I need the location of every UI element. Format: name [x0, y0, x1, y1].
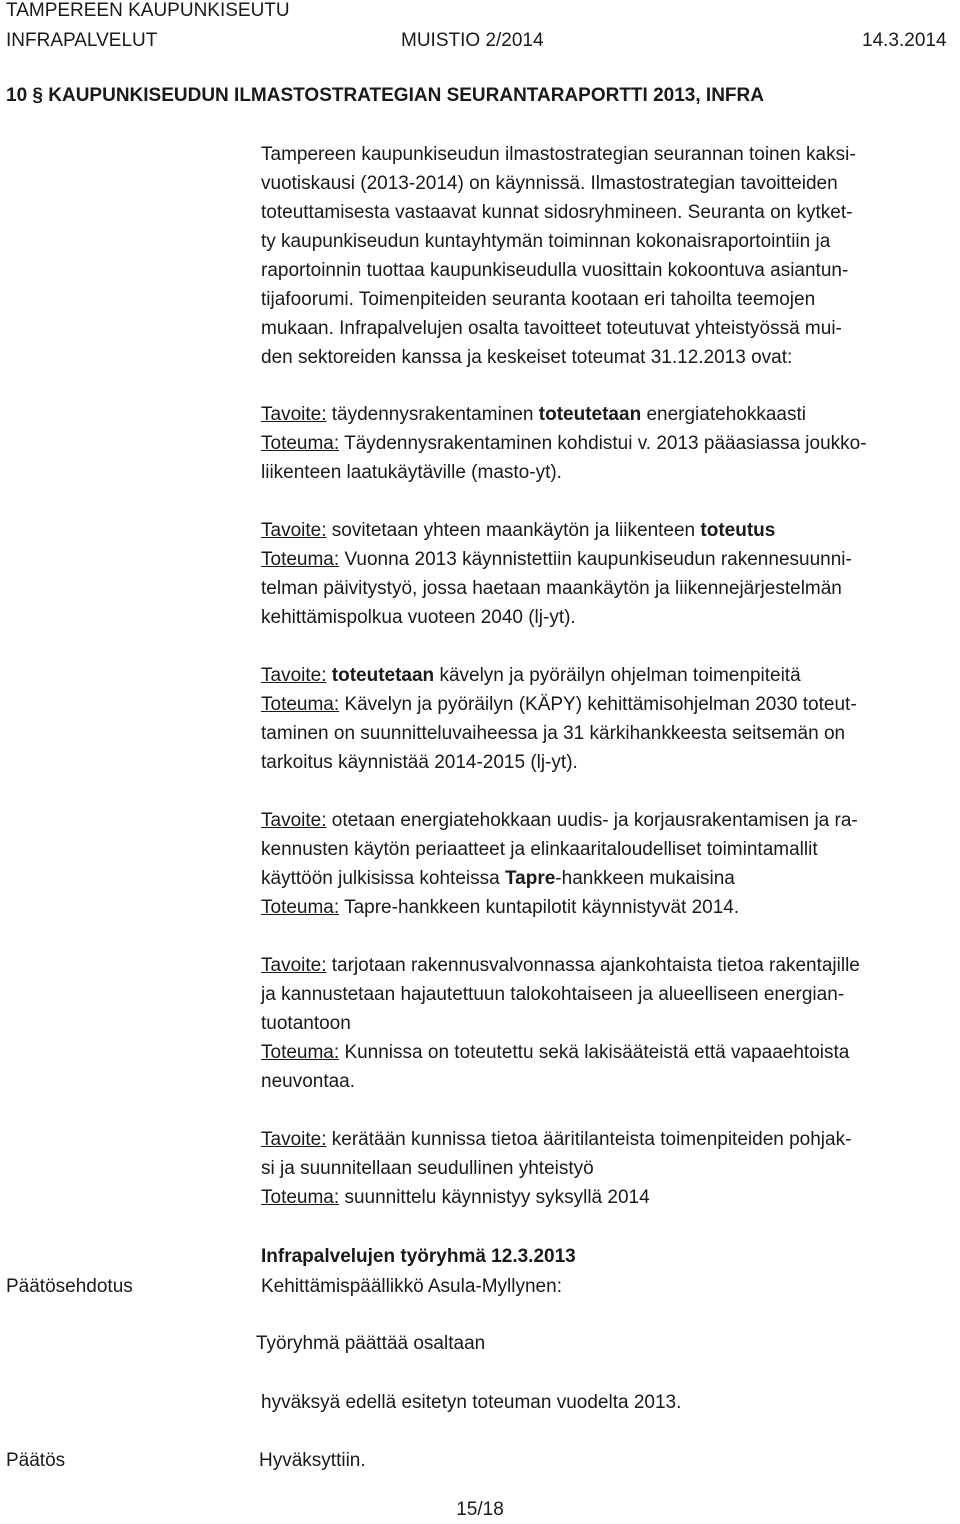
goal-text: kävelyn ja pyöräilyn ohjelman toimenpiteitä [434, 665, 801, 686]
goal-line [261, 661, 960, 690]
goal-line [261, 516, 960, 545]
result-text: Täydennysrakentaminen kohdistui v. 2013 pääasiassa joukko- [344, 433, 867, 454]
intro-paragraph [261, 140, 960, 372]
result-line [261, 458, 960, 487]
goal-text: sovitetaan yhteen maankäytön ja liikenteen [331, 520, 701, 541]
goal-text: si ja suunnitellaan seudullinen yhteistyö [261, 1158, 594, 1179]
result-label: Toteuma: [261, 1042, 340, 1063]
intro-line: tijafoorumi. Toimenpiteiden seuranta kootaan eri tahoilta teemojen [261, 289, 816, 310]
result-text: Kunnissa on toteutettu sekä lakisääteistä että vapaaehtoista [344, 1042, 850, 1063]
decision-value: Hyväksyttiin. [259, 1450, 366, 1471]
goal-text: toteutetaan [331, 665, 435, 686]
result-line [261, 545, 960, 574]
result-line [261, 1183, 960, 1212]
goal-result-item [261, 400, 960, 487]
goal-line [261, 864, 960, 893]
section-title: 10 § KAUPUNKISEUDUN ILMASTOSTRATEGIAN SEURANTARAPORTTI 2013, INFRA [6, 85, 764, 106]
result-line [261, 893, 960, 922]
goal-text: energiatehokkaasti [641, 404, 806, 425]
decision-line-2: hyväksyä edellä esitetyn toteuman vuodelta 2013. [261, 1392, 682, 1413]
intro-line: raportoinnin tuottaa kaupunkiseudulla vuosittain kokoontuva asiantun- [261, 260, 849, 281]
goal-label: Tavoite: [261, 665, 327, 686]
header-memo: MUISTIO 2/2014 [401, 30, 544, 51]
goal-line [261, 951, 960, 980]
proposal-label: Päätösehdotus [6, 1276, 133, 1297]
header-date: 14.3.2014 [862, 30, 947, 51]
goal-result-item [261, 516, 960, 632]
result-line [261, 603, 960, 632]
goal-text: -hankkeen mukaisina [555, 868, 735, 889]
goal-label: Tavoite: [261, 404, 327, 425]
goal-text: täydennysrakentaminen [331, 404, 539, 425]
goal-label: Tavoite: [261, 1129, 327, 1150]
goal-text: toteutus [700, 520, 776, 541]
result-line [261, 690, 960, 719]
goal-text: tarjotaan rakennusvalvonnassa ajankohtaista tietoa rakentajille [331, 955, 860, 976]
result-label: Toteuma: [261, 1187, 340, 1208]
goal-result-list [261, 400, 960, 1212]
goal-text: kerätään kunnissa tietoa ääritilanteista toimenpiteiden pohjak- [331, 1129, 852, 1150]
goal-text: Tapre [504, 868, 556, 889]
goal-line [261, 1125, 960, 1154]
goal-line [261, 806, 960, 835]
intro-line: ty kaupunkiseudun kuntayhtymän toiminnan kokonaisraportointiin ja [261, 231, 831, 252]
intro-line: vuotiskausi (2013-2014) on käynnissä. Ilmastostrategian tavoitteiden [261, 173, 838, 194]
goal-label: Tavoite: [261, 810, 327, 831]
goal-text: kennusten käytön periaatteet ja elinkaaritaloudelliset toimintamallit [261, 839, 818, 860]
goal-result-item [261, 1125, 960, 1212]
intro-line: toteuttamisesta vastaavat kunnat sidosryhmineen. Seuranta on kytket- [261, 202, 853, 223]
goal-result-item [261, 951, 960, 1096]
result-text: Vuonna 2013 käynnistettiin kaupunkiseudun rakennesuunni- [344, 549, 852, 570]
goal-text: otetaan energiatehokkaan uudis- ja korjausrakentamisen ja ra- [331, 810, 858, 831]
goal-line [261, 1009, 960, 1038]
result-label: Toteuma: [261, 549, 340, 570]
result-text: liikenteen laatukäytäville (masto-yt). [261, 462, 562, 483]
result-text: telman päivitystyö, jossa haetaan maankäytön ja liikennejärjestelmän [261, 578, 842, 599]
header-unit: INFRAPALVELUT [6, 30, 158, 51]
result-line [261, 719, 960, 748]
result-text: tarkoitus käynnistää 2014-2015 (lj-yt). [261, 752, 578, 773]
decision-line-1: Työryhmä päättää osaltaan [256, 1333, 486, 1354]
result-label: Toteuma: [261, 433, 340, 454]
goal-line [261, 1154, 960, 1183]
goal-line [261, 980, 960, 1009]
result-text: kehittämispolkua vuoteen 2040 (lj-yt). [261, 607, 576, 628]
goal-text: tuotantoon [261, 1013, 351, 1034]
goal-result-item [261, 806, 960, 922]
result-label: Toteuma: [261, 897, 340, 918]
proposer: Kehittämispäällikkö Asula-Myllynen: [261, 1276, 562, 1297]
goal-result-item [261, 661, 960, 777]
decision-label: Päätös [6, 1450, 66, 1471]
result-text: suunnittelu käynnistyy syksyllä 2014 [344, 1187, 650, 1208]
goal-label: Tavoite: [261, 955, 327, 976]
intro-line: Tampereen kaupunkiseudun ilmastostrategian seurannan toinen kaksi- [261, 144, 856, 165]
result-line [261, 1038, 960, 1067]
result-text: Tapre-hankkeen kuntapilotit käynnistyvät 2014. [344, 897, 740, 918]
goal-text: ja kannustetaan hajautettuun talokohtaiseen ja alueelliseen energian- [261, 984, 845, 1005]
header-org: TAMPEREEN KAUPUNKISEUTU [6, 0, 290, 21]
result-text: neuvontaa. [261, 1071, 356, 1092]
result-line [261, 574, 960, 603]
result-line [261, 429, 960, 458]
result-label: Toteuma: [261, 694, 340, 715]
intro-line: mukaan. Infrapalvelujen osalta tavoitteet toteutuvat yhteistyössä mui- [261, 318, 842, 339]
goal-text: toteutetaan [538, 404, 642, 425]
goal-line [261, 400, 960, 429]
goal-line [261, 835, 960, 864]
goal-text: käyttöön julkisissa kohteissa [261, 868, 505, 889]
result-line [261, 748, 960, 777]
result-line [261, 1067, 960, 1096]
goal-label: Tavoite: [261, 520, 327, 541]
result-text: taminen on suunnitteluvaiheessa ja 31 kärkihankkeesta seitsemän on [261, 723, 846, 744]
result-text: Kävelyn ja pyöräilyn (KÄPY) kehittämisohjelman 2030 toteut- [344, 694, 857, 715]
decision-group: Infrapalvelujen työryhmä 12.3.2013 [261, 1246, 576, 1267]
page-number: 15/18 [456, 1499, 504, 1520]
intro-line: den sektoreiden kanssa ja keskeiset toteumat 31.12.2013 ovat: [261, 347, 793, 368]
